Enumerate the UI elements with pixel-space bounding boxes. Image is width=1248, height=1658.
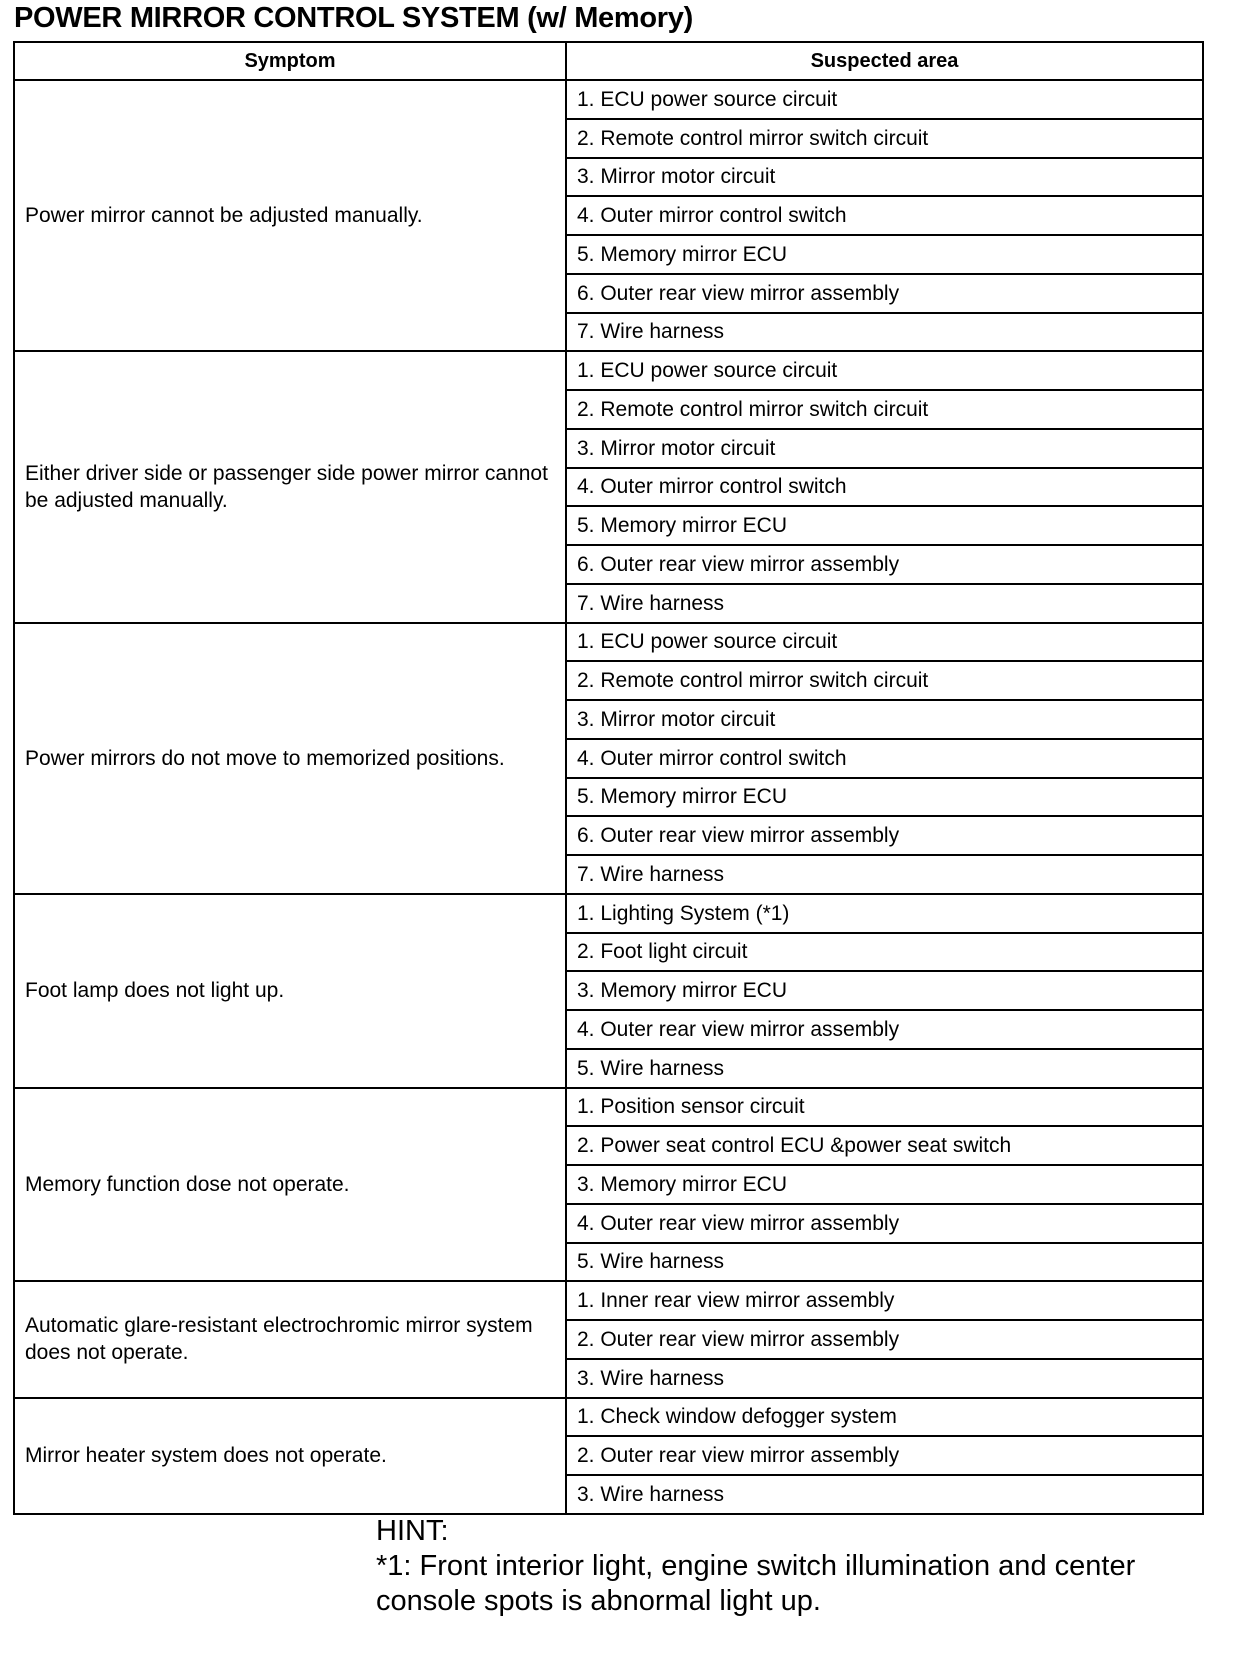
suspected-area-cell: 5. Memory mirror ECU xyxy=(566,778,1203,817)
suspected-area-cell: 4. Outer mirror control switch xyxy=(566,468,1203,507)
suspected-area-cell: 3. Wire harness xyxy=(566,1475,1203,1514)
problem-symptoms-table xyxy=(13,41,1204,1515)
table-row xyxy=(14,894,1203,933)
suspected-area-cell: 1. Position sensor circuit xyxy=(566,1088,1203,1127)
suspected-area-cell: 5. Wire harness xyxy=(566,1243,1203,1282)
symptom-cell: Power mirrors do not move to memorized positions. xyxy=(14,623,566,894)
symptom-column-header: Symptom xyxy=(14,42,566,80)
table-header-row xyxy=(14,42,1203,80)
suspected-area-cell: 1. Lighting System (*1) xyxy=(566,894,1203,933)
suspected-area-cell: 2. Power seat control ECU &power seat switch xyxy=(566,1126,1203,1165)
symptom-cell: Mirror heater system does not operate. xyxy=(14,1398,566,1514)
table-row xyxy=(14,80,1203,119)
suspected-area-cell: 7. Wire harness xyxy=(566,584,1203,623)
suspected-area-cell: 1. Inner rear view mirror assembly xyxy=(566,1281,1203,1320)
suspected-area-cell: 5. Memory mirror ECU xyxy=(566,506,1203,545)
suspected-area-cell: 3. Memory mirror ECU xyxy=(566,971,1203,1010)
suspected-area-cell: 4. Outer rear view mirror assembly xyxy=(566,1010,1203,1049)
suspected-area-cell: 2. Foot light circuit xyxy=(566,933,1203,972)
suspected-area-cell: 2. Remote control mirror switch circuit xyxy=(566,390,1203,429)
table-row xyxy=(14,1088,1203,1127)
suspected-area-column-header: Suspected area xyxy=(566,42,1203,80)
suspected-area-cell: 6. Outer rear view mirror assembly xyxy=(566,545,1203,584)
suspected-area-cell: 4. Outer rear view mirror assembly xyxy=(566,1204,1203,1243)
table-body xyxy=(14,80,1203,1514)
suspected-area-cell: 3. Memory mirror ECU xyxy=(566,1165,1203,1204)
suspected-area-cell: 1. Check window defogger system xyxy=(566,1398,1203,1437)
suspected-area-cell: 1. ECU power source circuit xyxy=(566,351,1203,390)
suspected-area-cell: 6. Outer rear view mirror assembly xyxy=(566,274,1203,313)
suspected-area-cell: 2. Remote control mirror switch circuit xyxy=(566,661,1203,700)
suspected-area-cell: 3. Mirror motor circuit xyxy=(566,429,1203,468)
suspected-area-cell: 6. Outer rear view mirror assembly xyxy=(566,816,1203,855)
hint-label: HINT: xyxy=(376,1515,449,1547)
suspected-area-cell: 1. ECU power source circuit xyxy=(566,80,1203,119)
suspected-area-cell: 5. Wire harness xyxy=(566,1049,1203,1088)
suspected-area-cell: 1. ECU power source circuit xyxy=(566,623,1203,662)
symptom-cell: Either driver side or passenger side power mirror cannot be adjusted manually. xyxy=(14,351,566,622)
table-row xyxy=(14,1398,1203,1437)
suspected-area-cell: 7. Wire harness xyxy=(566,855,1203,894)
table-row xyxy=(14,623,1203,662)
hint-text: *1: Front interior light, engine switch illumination and center console spots is abnormal light up. xyxy=(376,1550,1136,1617)
suspected-area-cell: 5. Memory mirror ECU xyxy=(566,235,1203,274)
suspected-area-cell: 3. Mirror motor circuit xyxy=(566,700,1203,739)
symptom-cell: Automatic glare-resistant electrochromic mirror system does not operate. xyxy=(14,1281,566,1397)
suspected-area-cell: 2. Outer rear view mirror assembly xyxy=(566,1320,1203,1359)
suspected-area-cell: 4. Outer mirror control switch xyxy=(566,739,1203,778)
page-title: POWER MIRROR CONTROL SYSTEM (w/ Memory) xyxy=(14,2,693,34)
symptom-cell: Foot lamp does not light up. xyxy=(14,894,566,1088)
symptom-cell: Power mirror cannot be adjusted manually. xyxy=(14,80,566,351)
hint-note xyxy=(376,1514,1196,1619)
suspected-area-cell: 3. Mirror motor circuit xyxy=(566,158,1203,197)
suspected-area-cell: 4. Outer mirror control switch xyxy=(566,196,1203,235)
table-row xyxy=(14,351,1203,390)
table-row xyxy=(14,1281,1203,1320)
suspected-area-cell: 2. Remote control mirror switch circuit xyxy=(566,119,1203,158)
suspected-area-cell: 2. Outer rear view mirror assembly xyxy=(566,1436,1203,1475)
suspected-area-cell: 7. Wire harness xyxy=(566,313,1203,352)
symptom-cell: Memory function dose not operate. xyxy=(14,1088,566,1282)
suspected-area-cell: 3. Wire harness xyxy=(566,1359,1203,1398)
